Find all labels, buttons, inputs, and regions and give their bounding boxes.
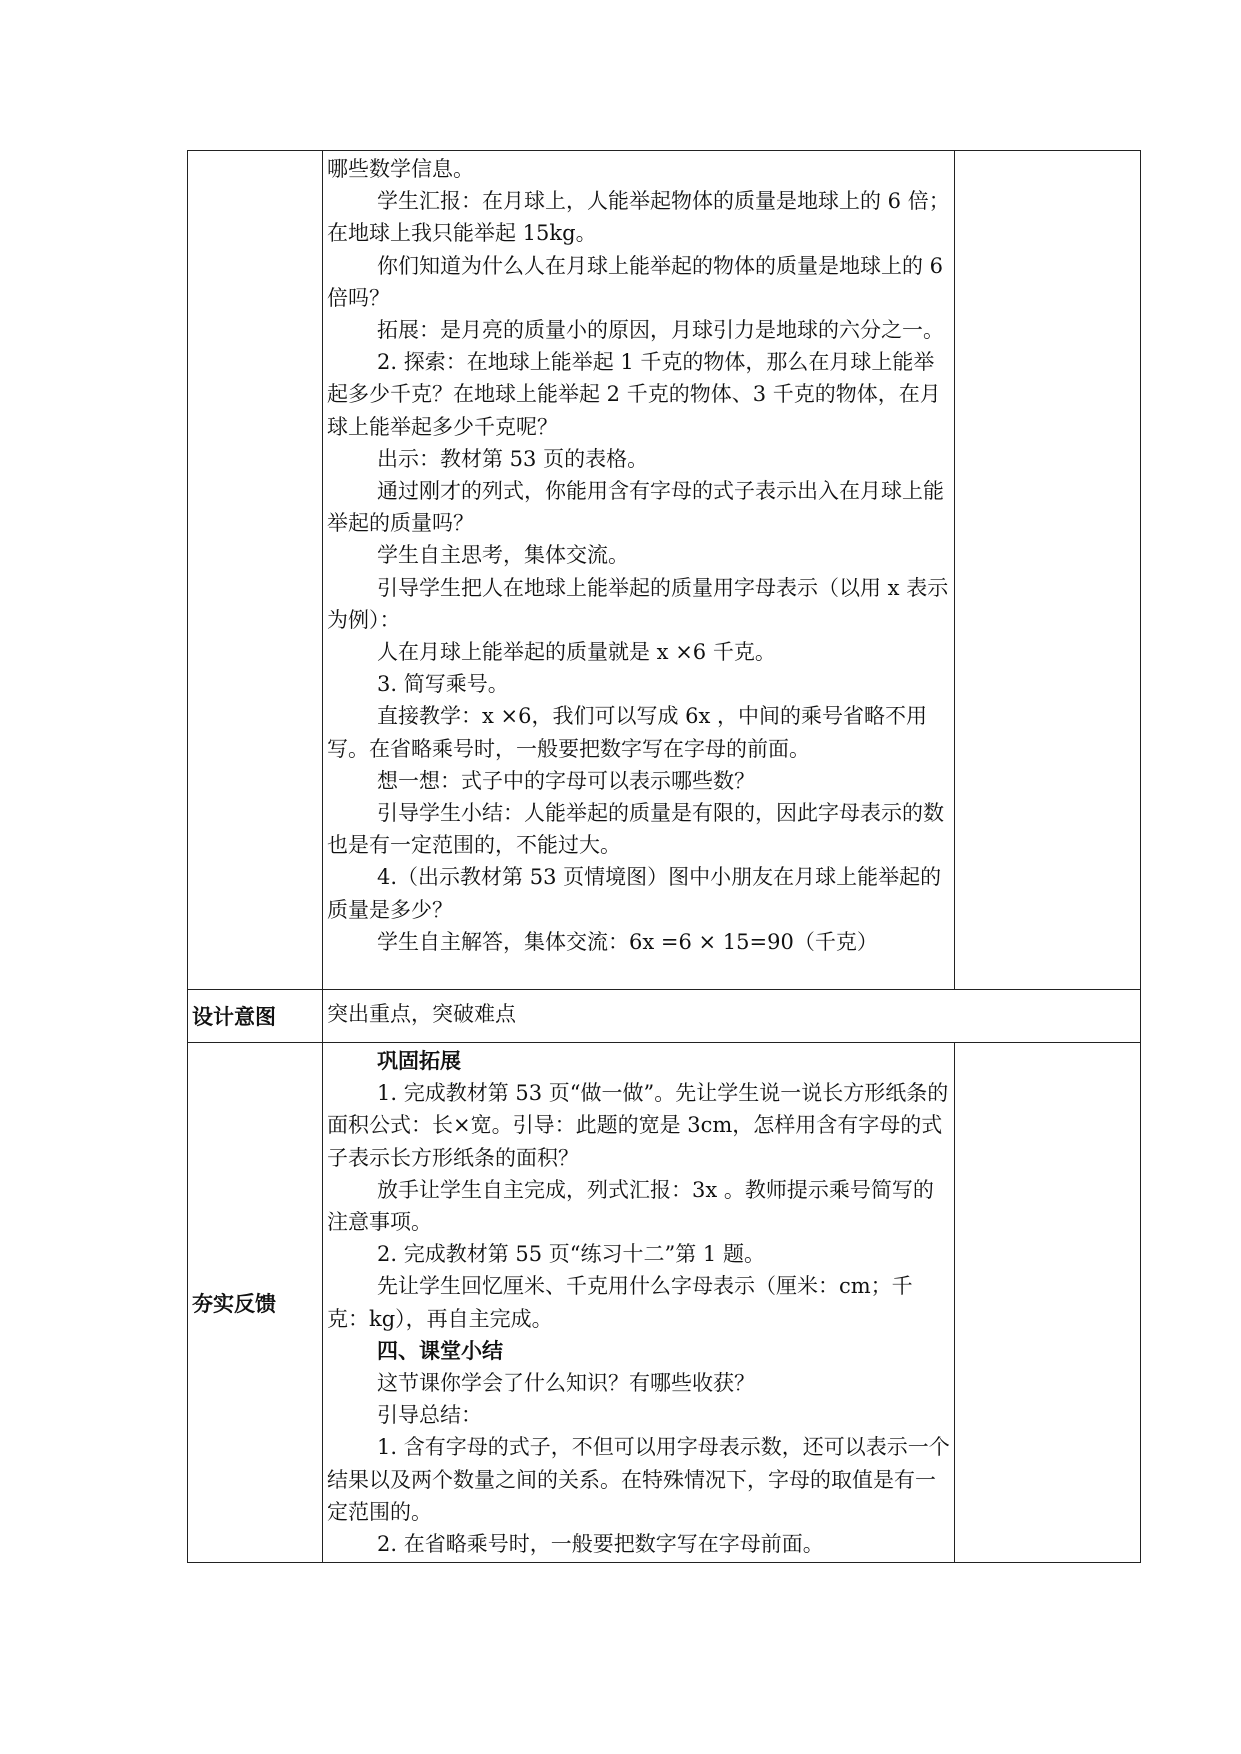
paragraph: 3. 简写乘号。 [377,672,509,697]
design-intent-text: 突出重点，突破难点 [327,1002,516,1026]
paragraph: 放手让学生自主完成，列式汇报：3x 。教师提示乘号简写的注意事项。 [327,1177,934,1235]
paragraph: 哪些数学信息。 [327,157,474,181]
paragraph: 学生自主思考，集体交流。 [377,543,629,568]
process-content-cell [323,151,955,990]
paragraph: 引导学生把人在地球上能举起的质量用字母表示（以用 x 表示为例）： [327,575,949,632]
paragraph: 学生自主解答，集体交流：6x =6 × 15=90（千克） [377,929,878,954]
paragraph: 通过刚才的列式，你能用含有字母的式子表示出入在月球上能举起的质量吗？ [327,479,944,536]
paragraph: 2. 在省略乘号时，一般要把数字写在字母前面。 [377,1532,824,1557]
table-row-design-intent [188,990,1141,1043]
paragraph: 你们知道为什么人在月球上能举起的物体的质量是地球上的 6 倍吗？ [327,253,944,310]
section-heading: 巩固拓展 [377,1048,461,1073]
paragraph: 这节课你学会了什么知识？有哪些收获？ [377,1371,755,1396]
notes-cell [955,151,1141,990]
paragraph: 人在月球上能举起的质量就是 x ×6 千克。 [377,640,776,665]
row-label-feedback: 夯实反馈 [188,1043,323,1563]
paragraph: 引导总结： [377,1403,482,1428]
row-label-empty [188,151,323,990]
paragraph: 出示：教材第 53 页的表格。 [377,446,649,471]
paragraph: 拓展：是月亮的质量小的原因，月球引力是地球的六分之一。 [377,318,944,343]
section-heading: 四、课堂小结 [377,1337,503,1363]
paragraph: 想一想：式子中的字母可以表示哪些数？ [377,768,755,793]
feedback-content [323,1043,954,1562]
paragraph: 2. 完成教材第 55 页“练习十二”第 1 题。 [377,1242,765,1267]
table-row-feedback [188,1043,1141,1563]
paragraph: 先让学生回忆厘米、千克用什么字母表示（厘米：cm；千克：kg），再自主完成。 [327,1274,913,1331]
paragraph: 1. 完成教材第 53 页“做一做”。先让学生说一说长方形纸条的面积公式：长×宽。引导：此题的宽是 3cm，怎样用含有字母的式子表示长方形纸条的面积？ [327,1081,949,1170]
paragraph: 1. 含有字母的式子，不但可以用字母表示数，还可以表示一个结果以及两个数量之间的关系。在特殊情况下，字母的取值是有一定范围的。 [327,1435,950,1524]
paragraph: 直接教学：x ×6，我们可以写成 6x ，中间的乘号省略不用写。在省略乘号时，一般要把数字写在字母的前面。 [327,704,928,761]
table-row-process [188,151,1141,990]
paragraph: 4.（出示教材第 53 页情境图）图中小朋友在月球上能举起的质量是多少？ [327,865,942,922]
paragraph: 引导学生小结：人能举起的质量是有限的，因此字母表示的数也是有一定范围的，不能过大。 [327,801,944,858]
paragraph: 学生汇报：在月球上，人能举起物体的质量是地球上的 6 倍；在地球上我只能举起 15kg。 [327,189,950,246]
paragraph: 2. 探索：在地球上能举起 1 千克的物体，那么在月球上能举起多少千克？在地球上能举起 2 千克的物体、3 千克的物体，在月球上能举起多少千克呢？ [327,350,941,439]
notes-cell [955,1043,1141,1563]
process-content [323,151,954,960]
row-label-design-intent: 设计意图 [188,990,323,1043]
design-intent-cell [323,990,1141,1043]
lesson-plan-table [187,150,1141,1563]
feedback-content-cell [323,1043,955,1563]
